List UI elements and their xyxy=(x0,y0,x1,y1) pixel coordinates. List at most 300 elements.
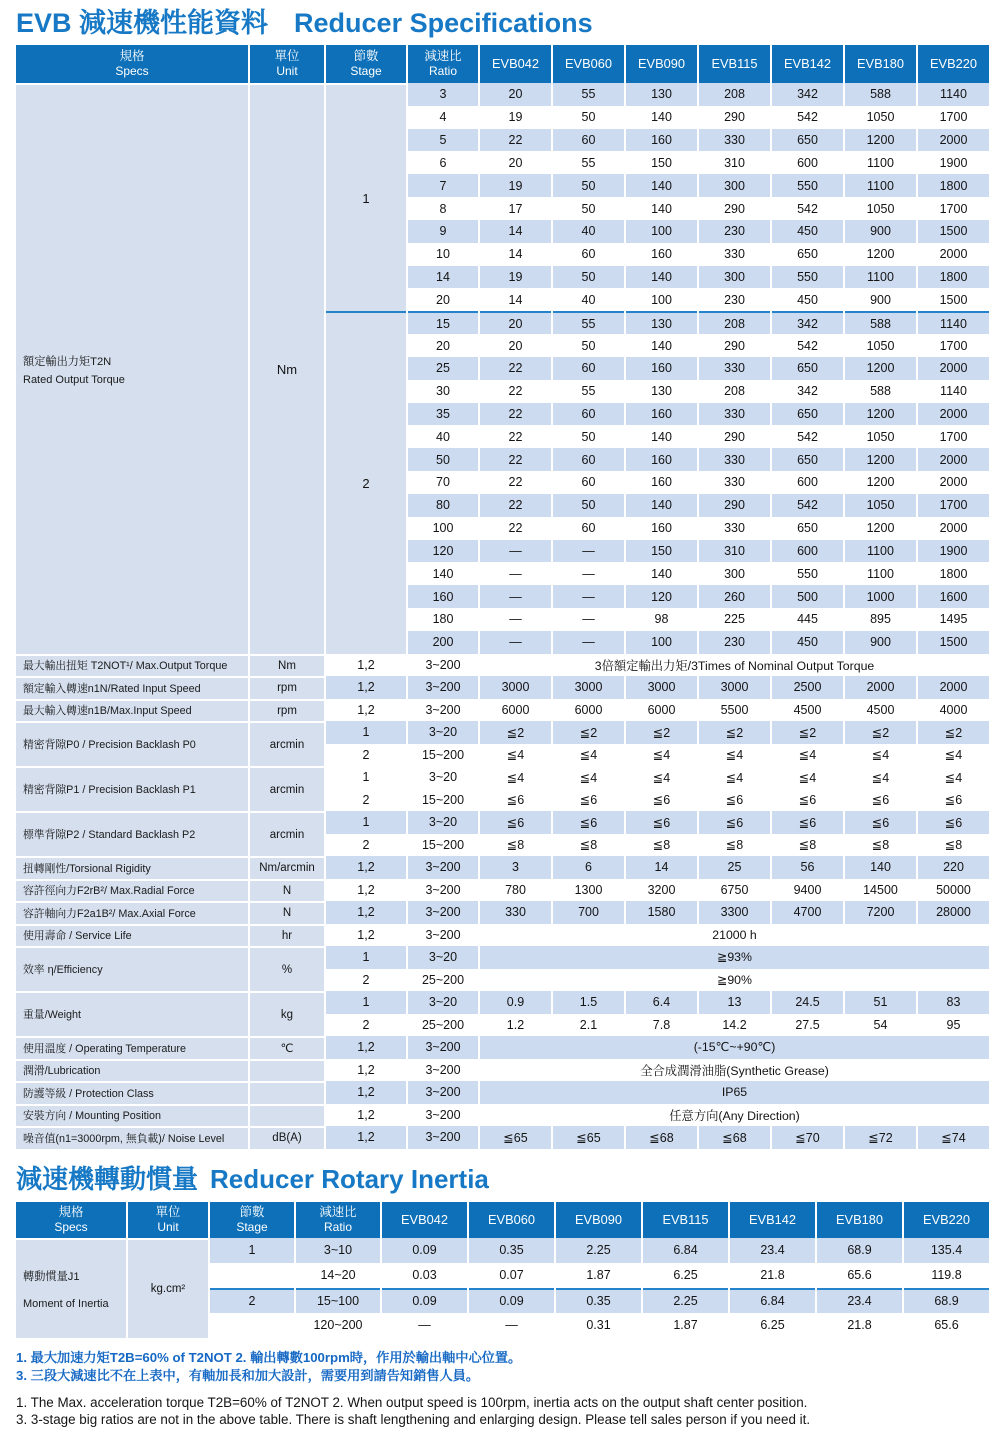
value-cell-EVB180: 1050 xyxy=(845,494,916,517)
value-cell-EVB042: 22 xyxy=(508,384,523,399)
value-cell-EVB115: 300 xyxy=(699,266,770,289)
value-cell-EVB042: 22 xyxy=(508,429,523,444)
value-cell-EVB042: 0.03 xyxy=(412,1268,437,1283)
value-cell-EVB090: 160 xyxy=(651,475,672,490)
value-cell-EVB042: 19 xyxy=(480,174,551,197)
value-cell-EVB142: ≦6 xyxy=(772,811,843,834)
value-cell-EVB060: 700 xyxy=(553,901,624,924)
value-cell-EVB142: ≦4 xyxy=(798,748,817,763)
stage-cell: 2 xyxy=(362,972,370,987)
inertia-title-en: Reducer Rotary Inertia xyxy=(210,1163,489,1194)
moment-of-inertia-unit: kg.cm² xyxy=(128,1238,208,1338)
value-cell-EVB180: 1050 xyxy=(866,338,895,353)
value-cell-EVB180: 1100 xyxy=(845,540,916,563)
value-cell-EVB220: 2000 xyxy=(939,475,968,490)
stage-cell: 1,2 xyxy=(326,901,406,924)
value-cell-EVB220: 1140 xyxy=(940,384,967,399)
row-label: 潤滑/Lubrication xyxy=(16,1059,248,1082)
value-cell-EVB060: — xyxy=(553,540,624,563)
value-cell-EVB115: 208 xyxy=(699,311,770,334)
value-cell-EVB220: ≦6 xyxy=(944,793,963,808)
value-cell-EVB142: 21.8 xyxy=(760,1268,785,1283)
value-cell-EVB142: 23.4 xyxy=(730,1238,815,1263)
value-cell-EVB220: 1700 xyxy=(939,201,968,216)
value-cell-EVB042: 20 xyxy=(508,155,523,170)
spec-title-en: Reducer Specifications xyxy=(294,8,593,38)
value-cell-EVB180: 1000 xyxy=(845,585,916,608)
value-cell-EVB060: 55 xyxy=(581,155,596,170)
ratio-cell: 3~200 xyxy=(425,882,461,897)
value-cell-EVB090: 140 xyxy=(651,201,672,216)
value-cell-EVB090: 14 xyxy=(626,856,697,879)
value-cell-EVB115: 6.84 xyxy=(643,1238,728,1263)
value-cell-EVB180: 140 xyxy=(845,856,916,879)
value-cell-EVB090: 3000 xyxy=(626,676,697,699)
column-header-EVB115: EVB115 xyxy=(643,1202,728,1238)
value-cell-EVB060: 1300 xyxy=(574,882,603,897)
value-cell-EVB090: 140 xyxy=(651,338,672,353)
value-cell-EVB142: 650 xyxy=(797,247,818,262)
ratio-cell: 15~200 xyxy=(421,747,465,762)
stage-cell: 1 xyxy=(326,83,406,311)
value-cell-EVB115: 5500 xyxy=(720,702,749,717)
value-cell-EVB115: ≦68 xyxy=(699,1126,770,1149)
ratio-cell: 3~20 xyxy=(408,721,478,744)
ratio-cell: 5 xyxy=(408,129,478,152)
value-cell-EVB060: 60 xyxy=(553,403,624,426)
value-cell-EVB220: 220 xyxy=(918,856,989,879)
unit-cell xyxy=(250,1059,324,1082)
column-header-stage-line1: 節數 xyxy=(239,1205,265,1220)
value-cell-EVB180: 21.8 xyxy=(847,1318,872,1333)
stage-cell: 2 xyxy=(362,792,370,807)
value-cell-EVB042: ≦6 xyxy=(506,793,525,808)
value-cell-EVB060: 60 xyxy=(553,357,624,380)
value-cell-EVB042: 22 xyxy=(508,475,523,490)
value-cell-EVB090: 100 xyxy=(626,220,697,243)
row-label: 最大輸出扭矩 T2NOT¹/ Max.Output Torque xyxy=(16,654,248,677)
value-cell-EVB090: ≦2 xyxy=(626,721,697,744)
value-cell-EVB042: 780 xyxy=(505,882,526,897)
value-cell-EVB220: 1700 xyxy=(918,494,989,517)
column-header-EVB220: EVB220 xyxy=(904,1202,989,1238)
unit-cell: hr xyxy=(250,924,324,947)
value-cell-EVB180: 1200 xyxy=(866,247,895,262)
value-cell-EVB142: 550 xyxy=(772,266,843,289)
unit-cell: rpm xyxy=(250,699,324,722)
value-cell-EVB090: 130 xyxy=(626,83,697,106)
value-cell-EVB060: 50 xyxy=(581,110,596,125)
value-cell-EVB042: 0.09 xyxy=(382,1288,467,1313)
value-cell-EVB060: 50 xyxy=(553,174,624,197)
value-cell-EVB220: 1500 xyxy=(939,292,968,307)
value-cell-EVB090: 140 xyxy=(626,266,697,289)
value-cell-EVB142: 9400 xyxy=(793,882,822,897)
value-cell-EVB180: ≦8 xyxy=(871,838,890,853)
ratio-cell: 3~200 xyxy=(408,1126,478,1149)
value-cell-EVB115: ≦6 xyxy=(725,793,744,808)
value-cell-EVB142: 600 xyxy=(797,155,818,170)
inertia-title-zh: 減速機轉動慣量 xyxy=(16,1163,199,1194)
value-cell-EVB090: 160 xyxy=(626,129,697,152)
value-cell-EVB115: 290 xyxy=(724,338,745,353)
value-cell-EVB142: 445 xyxy=(797,612,818,627)
value-cell-EVB142: ≦8 xyxy=(798,838,817,853)
value-cell-EVB090: 100 xyxy=(626,631,697,654)
spec-section-title xyxy=(16,7,1000,40)
ratio-cell: 3~20 xyxy=(408,991,478,1014)
value-cell-EVB115: 290 xyxy=(724,110,745,125)
value-cell-EVB090: ≦4 xyxy=(652,770,671,785)
value-cell-EVB090: 140 xyxy=(651,566,672,581)
value-cell-EVB220: 1900 xyxy=(918,540,989,563)
value-cell-EVB180: 1100 xyxy=(845,174,916,197)
value-cell-EVB042: ≦4 xyxy=(506,770,525,785)
ratio-cell: 100 xyxy=(432,521,454,536)
value-cell-EVB220: 2000 xyxy=(918,129,989,152)
column-header-EVB180: EVB180 xyxy=(845,45,916,83)
value-cell-EVB042: 20 xyxy=(480,311,551,334)
value-cell-EVB115: ≦4 xyxy=(725,748,744,763)
value-cell-EVB042: 3000 xyxy=(480,676,551,699)
value-cell-EVB180: 1100 xyxy=(867,155,894,170)
value-cell-EVB142: ≦70 xyxy=(772,1126,843,1149)
value-cell-EVB220: 1800 xyxy=(918,266,989,289)
value-cell-EVB060: — xyxy=(553,585,624,608)
unit-cell: N xyxy=(250,879,324,902)
row-label: 容許軸向力F2a1B²/ Max.Axial Force xyxy=(16,901,248,924)
value-cell-EVB115: 13 xyxy=(699,991,770,1014)
value-cell-EVB142: 342 xyxy=(797,384,818,399)
value-cell-EVB142: ≦4 xyxy=(798,770,817,785)
column-header-ratio xyxy=(408,45,478,83)
column-header-EVB090: EVB090 xyxy=(556,1202,641,1238)
ratio-cell: 30 xyxy=(436,384,450,399)
row-label: 使用壽命 / Service Life xyxy=(16,924,248,947)
value-cell-EVB060: 50 xyxy=(581,338,596,353)
column-header-EVB060: EVB060 xyxy=(469,1202,554,1238)
stage-cell: 2 xyxy=(326,311,406,653)
value-cell-EVB142: 500 xyxy=(772,585,843,608)
value-cell-EVB180: 68.9 xyxy=(817,1238,902,1263)
value-cell-EVB220: 2000 xyxy=(918,448,989,471)
value-cell-EVB042: 19 xyxy=(480,266,551,289)
value-cell-EVB060: ≦4 xyxy=(579,748,598,763)
value-cell-EVB060: 55 xyxy=(553,83,624,106)
value-cell-EVB142: 27.5 xyxy=(795,1017,820,1032)
ratio-cell: 35 xyxy=(408,403,478,426)
value-cell-EVB115: 330 xyxy=(724,475,745,490)
row-label: 扭轉剛性/Torsional Rigidity xyxy=(16,856,248,879)
row-label: 安裝方向 / Mounting Position xyxy=(16,1104,248,1127)
value-cell-EVB180: 1050 xyxy=(866,110,895,125)
value-cell-EVB060: 0.07 xyxy=(499,1268,524,1283)
column-header-specs xyxy=(16,1202,126,1238)
value-cell-EVB142: 450 xyxy=(772,220,843,243)
value-cell-EVB090: 140 xyxy=(626,174,697,197)
value-cell-EVB042: 22 xyxy=(508,521,523,536)
value-cell-EVB060: ≦4 xyxy=(579,770,598,785)
value-cell-EVB142: 600 xyxy=(797,475,818,490)
ratio-cell: 80 xyxy=(408,494,478,517)
value-cell-EVB115: ≦2 xyxy=(699,721,770,744)
value-cell-EVB180: 588 xyxy=(870,384,891,399)
stage-cell: 2 xyxy=(362,837,370,852)
ratio-cell: 15~100 xyxy=(296,1288,380,1313)
column-header-stage-line1: 節數 xyxy=(353,49,379,64)
ratio-cell: 3~20 xyxy=(428,770,458,785)
unit-cell: Nm xyxy=(250,654,324,677)
ratio-cell: 40 xyxy=(436,429,450,444)
ratio-cell: 120 xyxy=(408,540,478,563)
column-header-EVB115: EVB115 xyxy=(699,45,770,83)
value-cell-EVB042: 6000 xyxy=(501,702,530,717)
ratio-cell: 3~200 xyxy=(408,1081,478,1104)
value-cell-EVB115: 330 xyxy=(699,357,770,380)
ratio-cell: 14~20 xyxy=(320,1268,356,1283)
value-cell-EVB060: ≦6 xyxy=(553,811,624,834)
ratio-cell: 6 xyxy=(439,155,447,170)
value-cell-EVB220: ≦8 xyxy=(944,838,963,853)
value-cell-EVB180: 4500 xyxy=(866,702,895,717)
value-cell-EVB090: 0.31 xyxy=(586,1318,611,1333)
value-cell-EVB090: 140 xyxy=(626,494,697,517)
value-cell-EVB042: 14 xyxy=(508,292,523,307)
value-cell-EVB142: 542 xyxy=(797,338,818,353)
value-cell-EVB115: 310 xyxy=(699,540,770,563)
value-cell-EVB090: ≦68 xyxy=(626,1126,697,1149)
value-cell-EVB220: 1700 xyxy=(939,110,968,125)
row-label: 最大輸入轉速n1B/Max.Input Speed xyxy=(16,699,248,722)
value-cell-EVB090: ≦8 xyxy=(652,838,671,853)
value-cell-EVB090: 140 xyxy=(651,429,672,444)
value-cell-EVB142: 2500 xyxy=(772,676,843,699)
value-cell-EVB180: ≦6 xyxy=(845,811,916,834)
ratio-cell: 25~200 xyxy=(421,1017,465,1032)
ratio-cell: 3~20 xyxy=(408,946,478,969)
value-cell-EVB060: 55 xyxy=(553,311,624,334)
value-cell-EVB180: ≦6 xyxy=(871,793,890,808)
ratio-cell: 50 xyxy=(408,448,478,471)
value-span-cell: IP65 xyxy=(480,1081,989,1104)
row-label: 噪音值(n1=3000rpm, 無負載)/ Noise Level xyxy=(16,1126,248,1149)
value-cell-EVB115: 3300 xyxy=(699,901,770,924)
value-span-cell: 全合成潤滑油脂(Synthetic Grease) xyxy=(640,1063,829,1078)
value-cell-EVB042: 20 xyxy=(508,338,523,353)
stage-cell: 2 xyxy=(362,1017,370,1032)
value-cell-EVB042: ≦65 xyxy=(480,1126,551,1149)
unit-cell: dB(A) xyxy=(250,1126,324,1149)
value-cell-EVB220: ≦6 xyxy=(918,811,989,834)
ratio-cell: 25~200 xyxy=(421,972,465,987)
value-cell-EVB060: 0.35 xyxy=(469,1238,554,1263)
value-cell-EVB042: 19 xyxy=(508,110,523,125)
value-span-cell: (-15℃~+90℃) xyxy=(480,1036,989,1059)
column-header-EVB090: EVB090 xyxy=(626,45,697,83)
stage-cell: 1,2 xyxy=(326,1126,406,1149)
value-cell-EVB060: — xyxy=(582,612,595,627)
ratio-cell: 25 xyxy=(408,357,478,380)
moment-of-inertia-label-line2: Moment of Inertia xyxy=(23,1297,109,1310)
value-cell-EVB180: 900 xyxy=(845,631,916,654)
value-cell-EVB220: 2000 xyxy=(939,521,968,536)
value-cell-EVB220: 28000 xyxy=(918,901,989,924)
ratio-cell: 140 xyxy=(432,566,454,581)
value-cell-EVB060: ≦8 xyxy=(579,838,598,853)
ratio-cell: 20 xyxy=(436,338,450,353)
column-header-unit-line1: 單位 xyxy=(155,1205,181,1220)
ratio-cell: 4 xyxy=(439,110,447,125)
value-cell-EVB180: ≦72 xyxy=(845,1126,916,1149)
value-cell-EVB090: 0.35 xyxy=(556,1288,641,1313)
ratio-cell: 70 xyxy=(436,475,450,490)
value-cell-EVB042: 0.09 xyxy=(382,1238,467,1263)
stage-cell: 1,2 xyxy=(357,1062,375,1077)
ratio-cell: 180 xyxy=(432,612,454,627)
column-header-specs-line2: Specs xyxy=(115,64,149,79)
column-header-EVB060: EVB060 xyxy=(553,45,624,83)
value-cell-EVB042: 3 xyxy=(480,856,551,879)
value-cell-EVB090: 160 xyxy=(626,403,697,426)
rated-output-torque-label-line2: Rated Output Torque xyxy=(23,373,125,386)
value-cell-EVB115: ≦8 xyxy=(725,838,744,853)
value-cell-EVB220: 50000 xyxy=(936,882,971,897)
value-cell-EVB220: 2000 xyxy=(918,357,989,380)
unit-cell: arcmin xyxy=(250,766,324,811)
unit-cell: N xyxy=(250,901,324,924)
value-cell-EVB060: 3000 xyxy=(553,676,624,699)
value-cell-EVB142: 450 xyxy=(772,631,843,654)
value-cell-EVB060: 60 xyxy=(581,247,596,262)
value-cell-EVB060: — xyxy=(582,566,595,581)
value-cell-EVB115: 25 xyxy=(699,856,770,879)
spec-title-zh: EVB 減速機性能資料 xyxy=(16,8,269,38)
column-header-stage xyxy=(210,1202,294,1238)
value-cell-EVB220: 1600 xyxy=(918,585,989,608)
value-cell-EVB180: 900 xyxy=(845,220,916,243)
value-cell-EVB142: 542 xyxy=(797,110,818,125)
value-cell-EVB090: 98 xyxy=(654,612,669,627)
value-cell-EVB180: 1200 xyxy=(866,475,895,490)
stage-cell xyxy=(210,1313,294,1338)
value-cell-EVB090: ≦6 xyxy=(652,793,671,808)
inertia-section-title xyxy=(16,1163,1000,1195)
column-header-unit-line2: Unit xyxy=(276,64,298,79)
column-header-EVB180: EVB180 xyxy=(817,1202,902,1238)
value-cell-EVB042: — xyxy=(509,612,522,627)
value-cell-EVB142: 56 xyxy=(772,856,843,879)
value-cell-EVB142: 542 xyxy=(797,201,818,216)
unit-cell: arcmin xyxy=(250,811,324,856)
value-cell-EVB220: 83 xyxy=(918,991,989,1014)
value-cell-EVB180: 54 xyxy=(873,1017,888,1032)
stage-cell: 1,2 xyxy=(357,702,375,717)
ratio-cell: 3~200 xyxy=(408,856,478,879)
value-cell-EVB180: 1200 xyxy=(845,403,916,426)
ratio-cell: 3~20 xyxy=(408,811,478,834)
value-cell-EVB115: 2.25 xyxy=(643,1288,728,1313)
value-cell-EVB042: 22 xyxy=(480,448,551,471)
value-cell-EVB180: 2000 xyxy=(845,676,916,699)
value-span-cell: ≧90% xyxy=(717,972,752,987)
reducer-datasheet-page xyxy=(0,7,1000,1435)
value-cell-EVB115: 290 xyxy=(724,429,745,444)
column-header-ratio xyxy=(296,1202,380,1238)
value-cell-EVB142: 650 xyxy=(772,129,843,152)
value-cell-EVB220: ≦2 xyxy=(918,721,989,744)
value-cell-EVB060: — xyxy=(553,631,624,654)
value-cell-EVB042: 17 xyxy=(508,201,523,216)
value-span-cell: 3倍額定輸出力矩/3Times of Nominal Output Torque xyxy=(594,658,875,673)
value-cell-EVB090: 130 xyxy=(651,384,672,399)
value-cell-EVB042: — xyxy=(480,540,551,563)
value-cell-EVB180: 65.6 xyxy=(847,1268,872,1283)
value-cell-EVB115: 310 xyxy=(724,155,745,170)
value-cell-EVB142: 24.5 xyxy=(772,991,843,1014)
value-cell-EVB115: 6.25 xyxy=(673,1268,698,1283)
stage-cell: 2 xyxy=(210,1288,294,1313)
value-span-cell: ≧93% xyxy=(480,946,989,969)
value-cell-EVB042: 22 xyxy=(480,129,551,152)
value-cell-EVB220: 68.9 xyxy=(904,1288,989,1313)
value-cell-EVB090: 6.4 xyxy=(626,991,697,1014)
value-cell-EVB220: 2000 xyxy=(918,676,989,699)
value-cell-EVB090: 7.8 xyxy=(652,1017,671,1032)
row-label: 標準背隙P2 / Standard Backlash P2 xyxy=(16,811,248,856)
value-cell-EVB142: 650 xyxy=(772,357,843,380)
value-cell-EVB115: 6750 xyxy=(720,882,749,897)
column-header-unit xyxy=(128,1202,208,1238)
value-cell-EVB060: 50 xyxy=(581,429,596,444)
column-header-EVB142: EVB142 xyxy=(772,45,843,83)
value-cell-EVB142: 4500 xyxy=(793,702,822,717)
value-cell-EVB090: 140 xyxy=(651,110,672,125)
value-cell-EVB042: — xyxy=(480,585,551,608)
value-cell-EVB042: 330 xyxy=(480,901,551,924)
value-cell-EVB042: 1.2 xyxy=(506,1017,525,1032)
value-cell-EVB115: 290 xyxy=(724,201,745,216)
value-cell-EVB090: 3200 xyxy=(647,882,676,897)
value-cell-EVB060: 60 xyxy=(553,448,624,471)
value-cell-EVB042: 0.9 xyxy=(480,991,551,1014)
value-cell-EVB090: 160 xyxy=(626,357,697,380)
ratio-cell: 7 xyxy=(408,174,478,197)
value-cell-EVB060: 2.1 xyxy=(579,1017,598,1032)
value-cell-EVB142: 650 xyxy=(772,403,843,426)
value-cell-EVB180: ≦4 xyxy=(871,748,890,763)
value-cell-EVB060: 50 xyxy=(581,201,596,216)
value-cell-EVB220: 1140 xyxy=(918,311,989,334)
stage-cell: 1,2 xyxy=(326,1081,406,1104)
value-span-cell: 21000 h xyxy=(712,927,757,942)
value-cell-EVB042: 14 xyxy=(508,247,523,262)
value-cell-EVB220: 4000 xyxy=(939,702,968,717)
moment-of-inertia-label xyxy=(16,1238,126,1338)
value-cell-EVB115: 260 xyxy=(699,585,770,608)
value-cell-EVB180: 1100 xyxy=(867,566,894,581)
value-cell-EVB142: 342 xyxy=(772,311,843,334)
value-cell-EVB142: 650 xyxy=(797,521,818,536)
value-cell-EVB060: 50 xyxy=(553,494,624,517)
value-cell-EVB115: 330 xyxy=(699,129,770,152)
value-cell-EVB180: 895 xyxy=(870,612,891,627)
ratio-cell: 20 xyxy=(436,292,450,307)
value-cell-EVB090: 1580 xyxy=(626,901,697,924)
stage-cell: 1 xyxy=(326,946,406,969)
ratio-cell: 3~200 xyxy=(425,1107,461,1122)
row-label: 額定輸入轉速n1N/Rated Input Speed xyxy=(16,676,248,699)
column-header-stage-line2: Stage xyxy=(236,1219,268,1234)
